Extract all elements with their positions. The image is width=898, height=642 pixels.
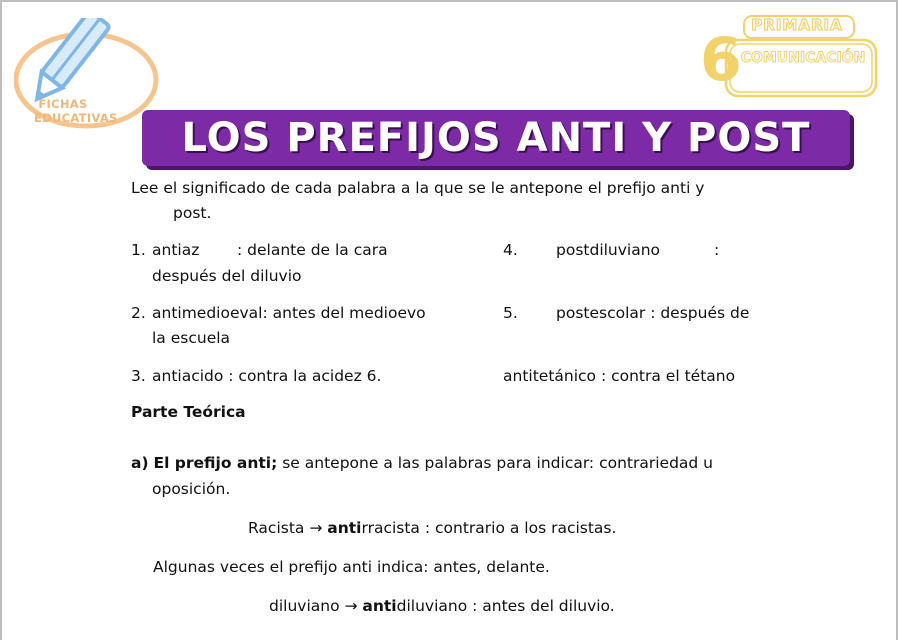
logo-left-line1: FICHAS [38, 97, 88, 111]
rule-a-line2: oposición. [152, 480, 231, 498]
section-heading: Parte Teórica [131, 403, 246, 421]
intro-line1: Lee el significado de cada palabra a la que se le antepone el prefijo anti y [131, 179, 705, 197]
example-1-result: rracista : contrario a los racistas. [361, 519, 617, 537]
note-text: Algunas veces el prefijo anti indica: antes, delante. [153, 558, 550, 576]
intro-line2: post. [173, 204, 212, 222]
item1-number: 1. [131, 241, 146, 259]
item3-number: 3. [131, 367, 146, 385]
item5-number: 5. [503, 304, 518, 322]
example-2 [269, 596, 615, 616]
item4-word: postdiluviano [556, 241, 661, 259]
subject-label: COMUNICACIÓN [740, 50, 866, 66]
item5-text: postescolar : después de [556, 304, 750, 322]
item2-text: antimedioeval: antes del medioevo [152, 304, 426, 322]
rule-a-text: se antepone a las palabras para indicar: contrariedad u [282, 454, 714, 472]
title-banner [142, 110, 850, 166]
item2-number: 2. [131, 304, 146, 322]
wrap-line1: después del diluvio [152, 267, 302, 285]
wrap-line2: la escuela [152, 329, 231, 347]
item1-word: antiaz [152, 241, 200, 259]
item4-number: 4. [503, 241, 518, 259]
primaria-label: PRIMARIA [751, 16, 843, 34]
example-1 [248, 518, 616, 538]
example-1-base: Racista → [248, 519, 328, 537]
logo-left-line2: EDUCATIVAS [34, 111, 118, 125]
item1-definition: : delante de la cara [237, 241, 388, 259]
page-title: LOS PREFIJOS ANTI Y POST [181, 115, 811, 161]
item6-text: antitetánico : contra el tétano [503, 367, 736, 385]
example-1-prefix: anti [327, 519, 362, 537]
example-2-prefix: anti [362, 597, 397, 615]
grade-number: 6 [700, 25, 742, 95]
item3-text: antiacido : contra la acidez 6. [152, 367, 382, 385]
rule-a-line1 [131, 453, 713, 473]
rule-a-label: a) [131, 454, 149, 472]
example-2-result: diluviano : antes del diluvio. [396, 597, 615, 615]
example-2-base: diluviano → [269, 597, 363, 615]
rule-a-bold: El prefijo anti; [153, 454, 278, 472]
item4-colon: : [714, 241, 720, 259]
